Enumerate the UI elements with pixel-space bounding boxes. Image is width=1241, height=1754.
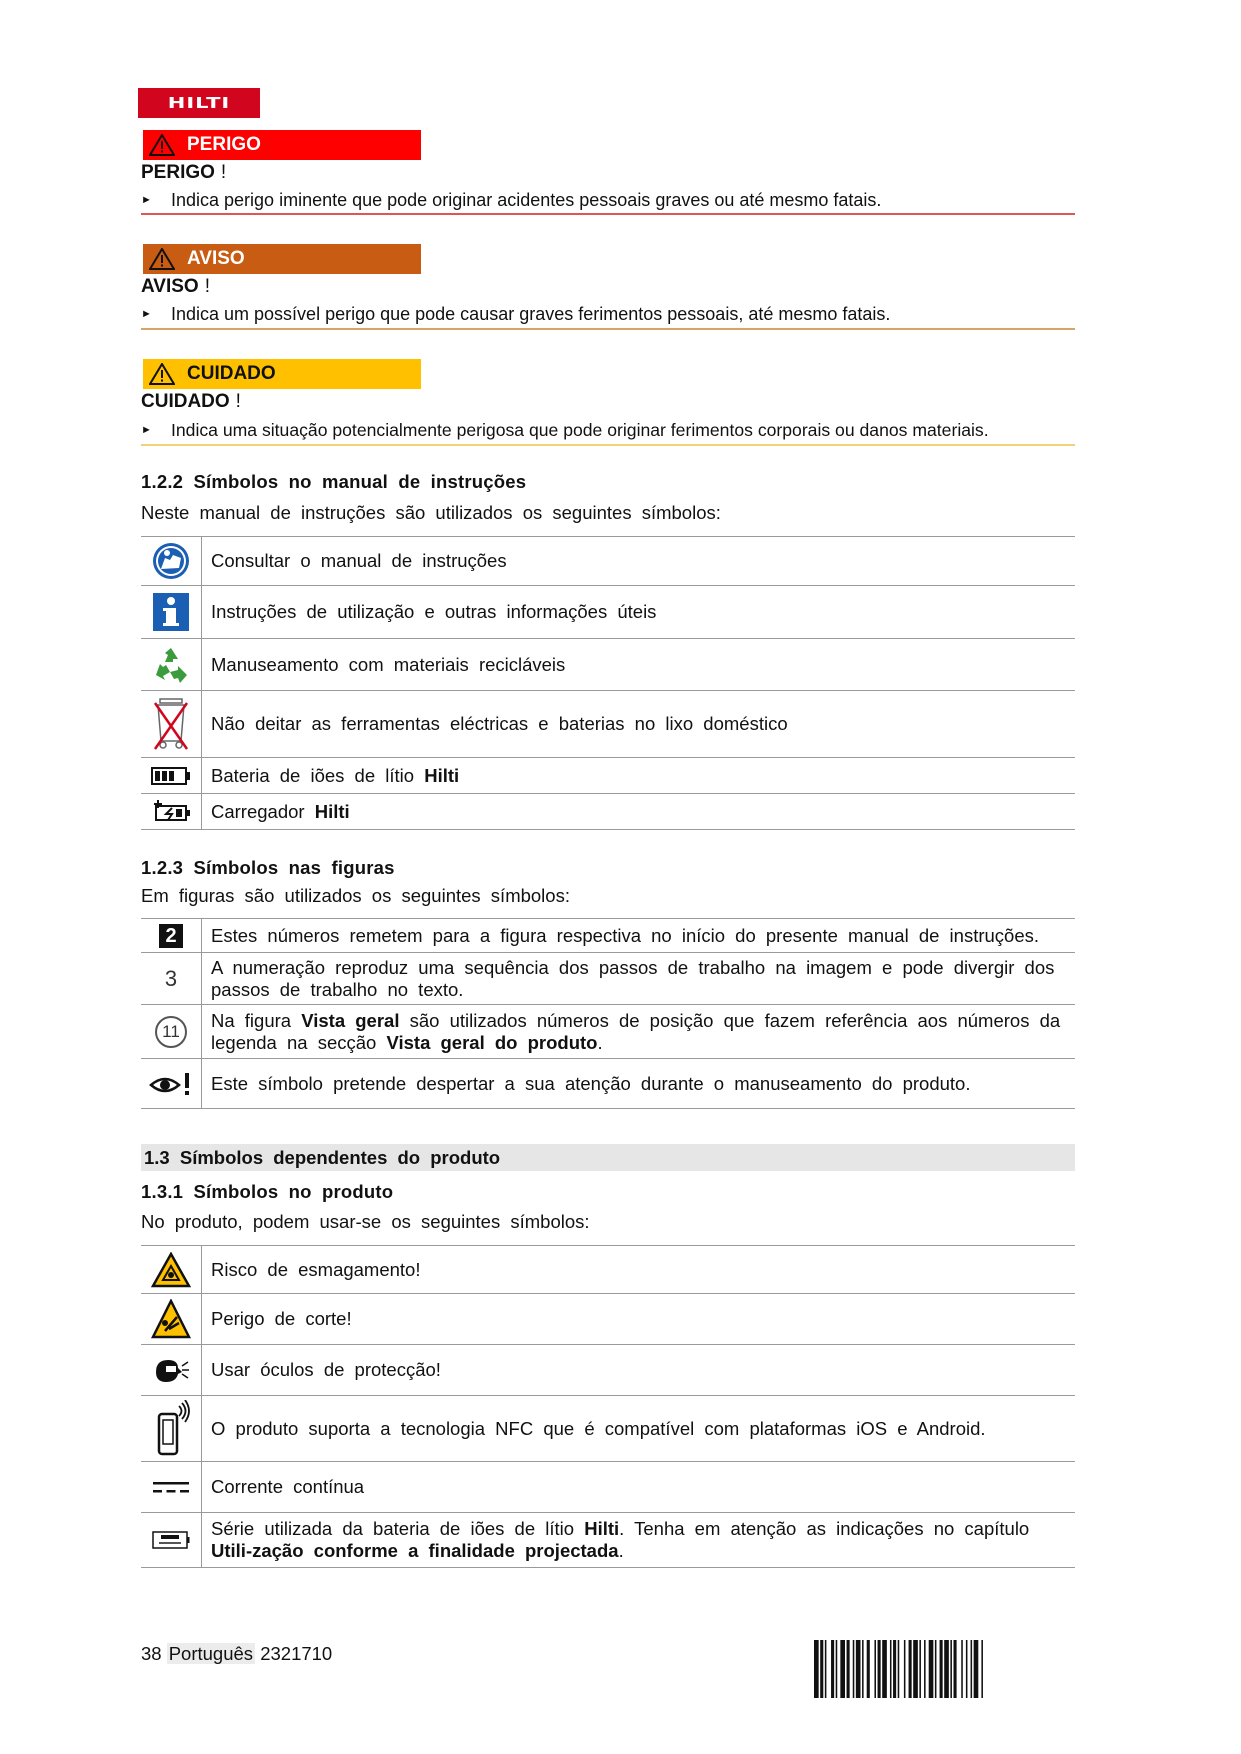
- table-row: [141, 1059, 1075, 1109]
- table-row: [141, 691, 1075, 758]
- table-cell: Manuseamento com materiais recicláveis: [202, 639, 1076, 691]
- warning-triangle-icon: [149, 363, 175, 385]
- table-cell: Corrente contínua: [202, 1462, 1076, 1513]
- table-row: [141, 639, 1075, 691]
- table-cell: Este símbolo pretende despertar a sua atenção durante o manuseamento do produto.: [202, 1059, 1076, 1109]
- charger-icon: [150, 800, 192, 824]
- page-footer: [141, 1643, 332, 1665]
- caution-rule: [141, 444, 1075, 446]
- table-row: [141, 1513, 1075, 1568]
- caution-banner: [143, 359, 421, 389]
- table-row: [141, 1462, 1075, 1513]
- table-cell: O produto suporta a tecnologia NFC que é compatível com plataformas iOS e Android.: [202, 1396, 1076, 1462]
- section-1-3-heading: 1.3 Símbolos dependentes do produto: [141, 1144, 1075, 1171]
- table-row: [141, 919, 1075, 953]
- table-row: [141, 953, 1075, 1005]
- figure-number-badge: 2: [159, 924, 183, 948]
- goggles-icon: [152, 1356, 190, 1384]
- warning-triangle-icon: [149, 134, 175, 156]
- table-cell: Risco de esmagamento!: [202, 1246, 1076, 1294]
- battery-series-icon: [151, 1529, 191, 1551]
- table-row: [141, 1294, 1075, 1345]
- page-number: 38: [141, 1643, 162, 1664]
- footer-doc-number: 2321710: [260, 1643, 333, 1664]
- direct-current-icon: [151, 1479, 191, 1495]
- table-cell: Perigo de corte!: [202, 1294, 1076, 1345]
- warning-triangle-icon: [149, 248, 175, 270]
- position-number-circle: 11: [155, 1016, 187, 1048]
- intro-1-3-1: No produto, podem usar-se os seguintes símbolos:: [141, 1211, 590, 1232]
- heading-1-2-2: 1.2.2 Símbolos no manual de instruções: [141, 471, 527, 492]
- figure-symbols-table: [141, 918, 1075, 1109]
- nfc-phone-icon: [151, 1400, 191, 1458]
- warning-title: AVISO !: [141, 276, 210, 297]
- warning-banner: [143, 244, 421, 274]
- table-cell: Instruções de utilização e outras informações úteis: [202, 586, 1076, 639]
- intro-1-2-2: Neste manual de instruções são utilizados os seguintes símbolos:: [141, 502, 721, 523]
- table-row: [141, 794, 1075, 830]
- table-cell: Estes números remetem para a figura respectiva no início do presente manual de instruções.: [202, 919, 1076, 953]
- step-number: 3: [164, 965, 178, 991]
- manual-icon: [151, 541, 191, 581]
- table-cell: Carregador Hilti: [202, 794, 1076, 830]
- caution-banner-label: CUIDADO: [187, 363, 276, 384]
- footer-language: Português: [168, 1643, 254, 1664]
- danger-title: PERIGO !: [141, 162, 227, 183]
- table-row: [141, 586, 1075, 639]
- table-row: [141, 758, 1075, 794]
- caution-bullet: ► Indica uma situação potencialmente perigosa que pode originar ferimentos corporais ou danos materiais.: [141, 420, 989, 440]
- table-row: [141, 1345, 1075, 1396]
- table-cell: Usar óculos de protecção!: [202, 1345, 1076, 1396]
- danger-banner-label: PERIGO: [187, 134, 261, 155]
- product-symbols-table: [141, 1245, 1075, 1568]
- barcode: [814, 1640, 1074, 1698]
- heading-1-2-3: 1.2.3 Símbolos nas figuras: [141, 857, 395, 878]
- danger-rule: [141, 213, 1075, 215]
- danger-banner: [143, 130, 421, 160]
- warning-rule: [141, 328, 1075, 330]
- table-cell: Consultar o manual de instruções: [202, 537, 1076, 586]
- manual-symbols-table: [141, 536, 1075, 830]
- table-cell: Bateria de iões de lítio Hilti: [202, 758, 1076, 794]
- eye-attention-icon: [149, 1071, 193, 1097]
- table-row: [141, 1005, 1075, 1059]
- table-row: [141, 1396, 1075, 1462]
- table-row: [141, 1246, 1075, 1294]
- caution-title: CUIDADO !: [141, 391, 241, 412]
- heading-1-3-1: 1.3.1 Símbolos no produto: [141, 1181, 394, 1202]
- table-cell: A numeração reproduz uma sequência dos passos de trabalho na imagem e pode divergir dos passos de trabalho no texto.: [202, 953, 1076, 1005]
- table-row: [141, 537, 1075, 586]
- warning-banner-label: AVISO: [187, 248, 245, 269]
- warning-bullet: ► Indica um possível perigo que pode causar graves ferimentos pessoais, até mesmo fatais.: [141, 304, 891, 324]
- cut-warning-icon: [151, 1299, 191, 1339]
- crush-warning-icon: [151, 1252, 191, 1288]
- table-cell: Na figura Vista geral são utilizados números de posição que fazem referência aos números da legenda na secção Vista geral do produto.: [202, 1005, 1076, 1059]
- table-cell: Série utilizada da bateria de iões de lítio Hilti. Tenha em atenção as indicações no capítulo Utili-zação conforme a finalidade projectada.: [202, 1513, 1076, 1568]
- info-icon: [152, 592, 190, 632]
- battery-icon: [151, 766, 191, 786]
- intro-1-2-3: Em figuras são utilizados os seguintes símbolos:: [141, 885, 570, 906]
- danger-bullet: ► Indica perigo iminente que pode originar acidentes pessoais graves ou até mesmo fatais.: [141, 190, 882, 210]
- table-cell: Não deitar as ferramentas eléctricas e baterias no lixo doméstico: [202, 691, 1076, 758]
- recycle-icon: [151, 645, 191, 685]
- crossed-bin-icon: [151, 695, 191, 753]
- hilti-logo: HILTI: [138, 88, 260, 118]
